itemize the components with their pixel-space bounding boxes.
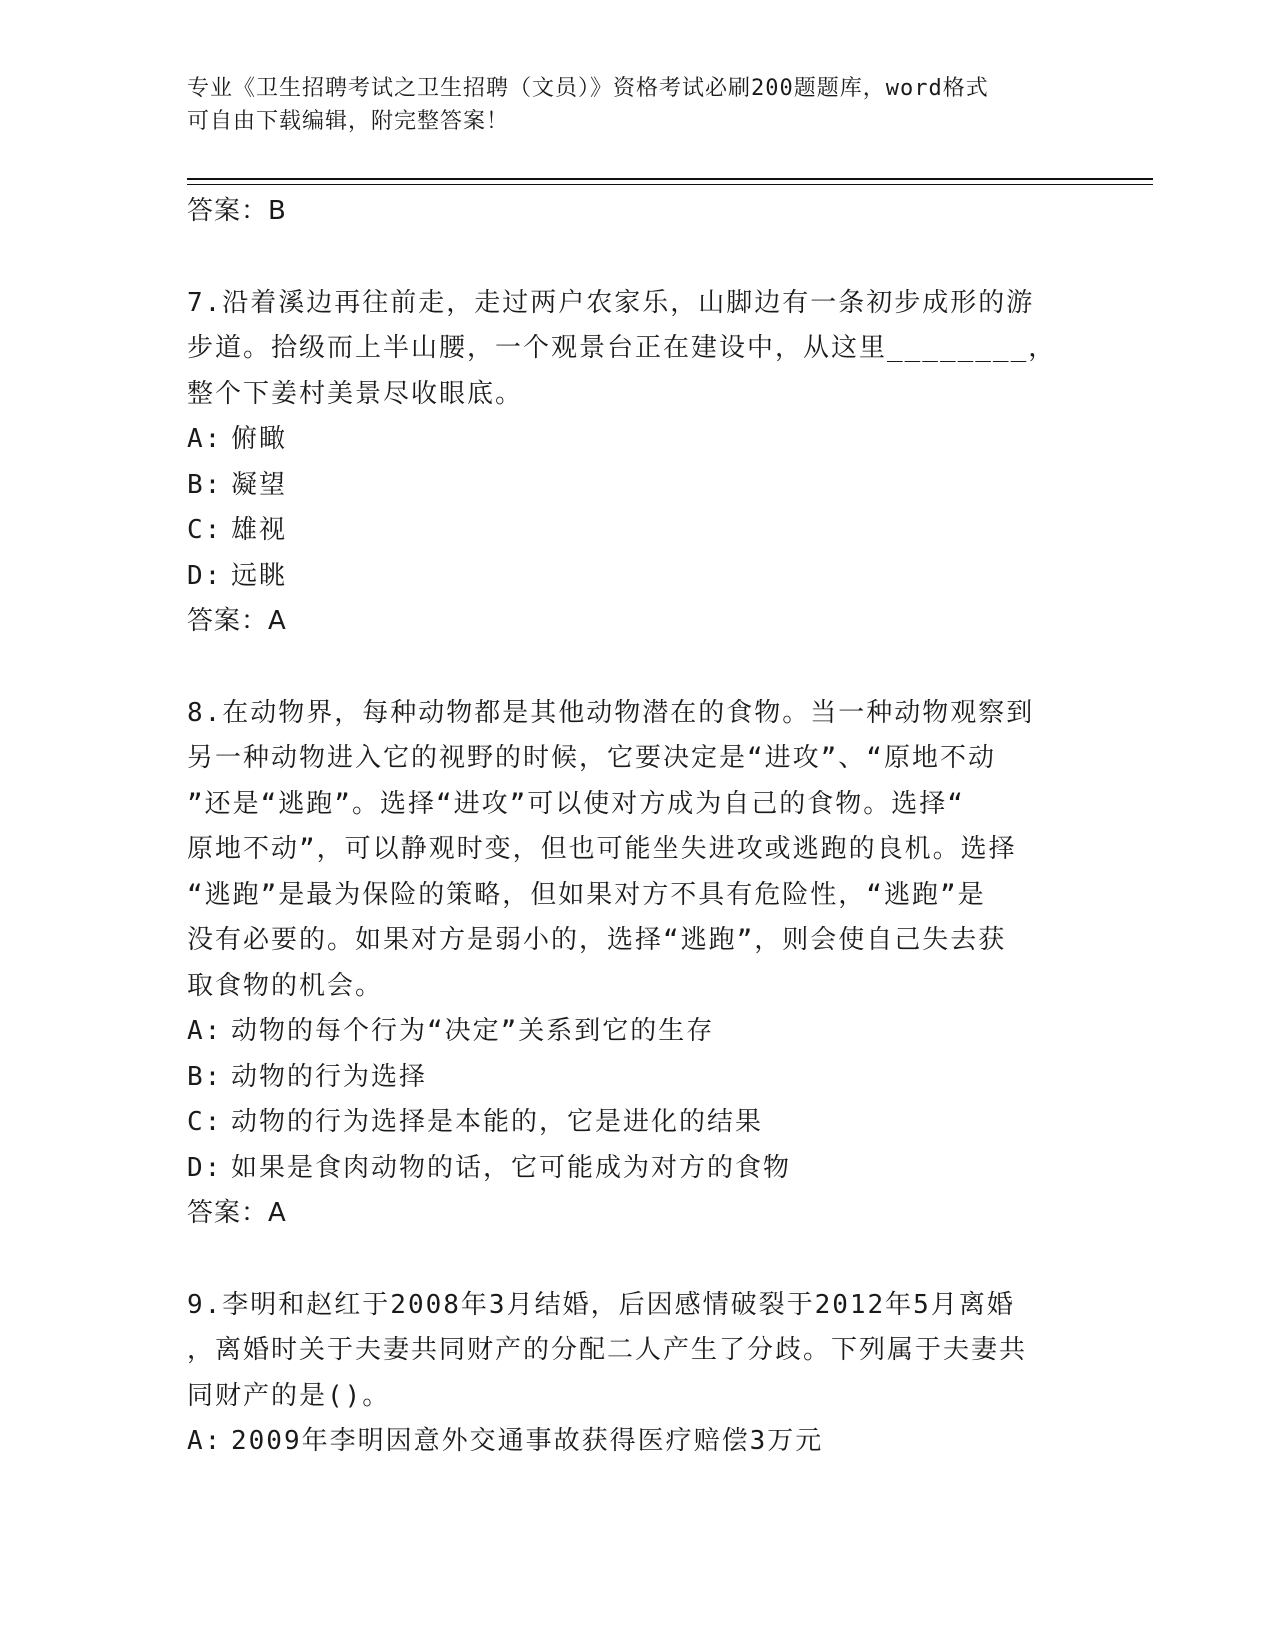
option-label: B: (187, 469, 223, 500)
document-body (187, 189, 1067, 1465)
spacer (187, 1237, 1067, 1283)
option-d (187, 1146, 1067, 1192)
header-divider-thin (187, 184, 1153, 185)
option-text: 凝望 (231, 469, 288, 500)
question-stem-line: 取食物的机会。 (187, 970, 384, 1001)
option-text: 雄视 (231, 515, 288, 545)
option-text: 俯瞰 (231, 424, 288, 454)
question-stem-line: 原地不动”，可以静观时变，但也可能坐失进攻或逃跑的良机。选择 (187, 834, 1017, 864)
option-text: 如果是食肉动物的话，它可能成为对方的食物 (231, 1152, 792, 1183)
question-stem-line: 9.李明和赵红于2008年3月结婚，后因感情破裂于2012年5月离婚 (187, 1289, 1015, 1320)
question-answer: 答案：A (187, 606, 287, 636)
question-stem-line: 另一种动物进入它的视野的时候，它要决定是“进攻”、“原地不动 (187, 743, 996, 773)
option-text: 远眺 (231, 560, 288, 591)
option-label: A: (187, 1016, 223, 1046)
spacer (187, 235, 1067, 281)
option-a (187, 417, 1067, 463)
option-c (187, 508, 1067, 554)
document-header (187, 72, 1087, 138)
question-9 (187, 1283, 1067, 1465)
option-label: D: (187, 560, 223, 591)
header-line-2: 可自由下载编辑，附完整答案！ (187, 109, 510, 134)
question-stem-line: ”还是“逃跑”。选择“进攻”可以使对方成为自己的食物。选择“ (187, 788, 965, 819)
question-7 (187, 281, 1067, 645)
option-b (187, 1055, 1067, 1101)
option-text: 动物的每个行为“决定”关系到它的生存 (231, 1016, 715, 1046)
option-text: 2009年李明因意外交通事故获得医疗赔偿3万元 (231, 1426, 824, 1456)
question-stem-line: “逃跑”是最为保险的策略，但如果对方不具有危险性，“逃跑”是 (187, 879, 986, 910)
question-stem-line: 整个下姜村美景尽收眼底。 (187, 378, 524, 409)
previous-answer: 答案：B (187, 196, 287, 226)
option-text: 动物的行为选择 (231, 1061, 428, 1092)
question-stem-line: ，离婚时关于夫妻共同财产的分配二人产生了分歧。下列属于夫妻共 (187, 1335, 1028, 1365)
option-a (187, 1419, 1067, 1465)
option-label: A: (187, 1426, 223, 1456)
header-divider-thick (187, 178, 1153, 180)
question-answer: 答案：A (187, 1198, 287, 1228)
question-stem-line: 步道。拾级而上半山腰，一个观景台正在建设中，从这里________， (187, 333, 1057, 363)
option-label: B: (187, 1061, 223, 1092)
option-c (187, 1100, 1067, 1146)
option-label: A: (187, 424, 223, 454)
spacer (187, 645, 1067, 691)
question-8 (187, 691, 1067, 1237)
option-a (187, 1009, 1067, 1055)
question-stem-line: 没有必要的。如果对方是弱小的，选择“逃跑”，则会使自己失去获 (187, 925, 1007, 955)
question-stem-line: 8.在动物界，每种动物都是其他动物潜在的食物。当一种动物观察到 (187, 697, 1035, 728)
option-label: C: (187, 515, 223, 545)
question-stem-line: 同财产的是()。 (187, 1380, 391, 1411)
option-text: 动物的行为选择是本能的，它是进化的结果 (231, 1107, 764, 1137)
option-label: D: (187, 1152, 223, 1183)
question-stem-line: 7.沿着溪边再往前走，走过两户农家乐，山脚边有一条初步成形的游 (187, 287, 1035, 318)
header-line-1: 专业《卫生招聘考试之卫生招聘（文员）》资格考试必刷200题题库，word格式 (187, 76, 989, 101)
option-d (187, 554, 1067, 600)
option-b (187, 463, 1067, 509)
option-label: C: (187, 1107, 223, 1137)
